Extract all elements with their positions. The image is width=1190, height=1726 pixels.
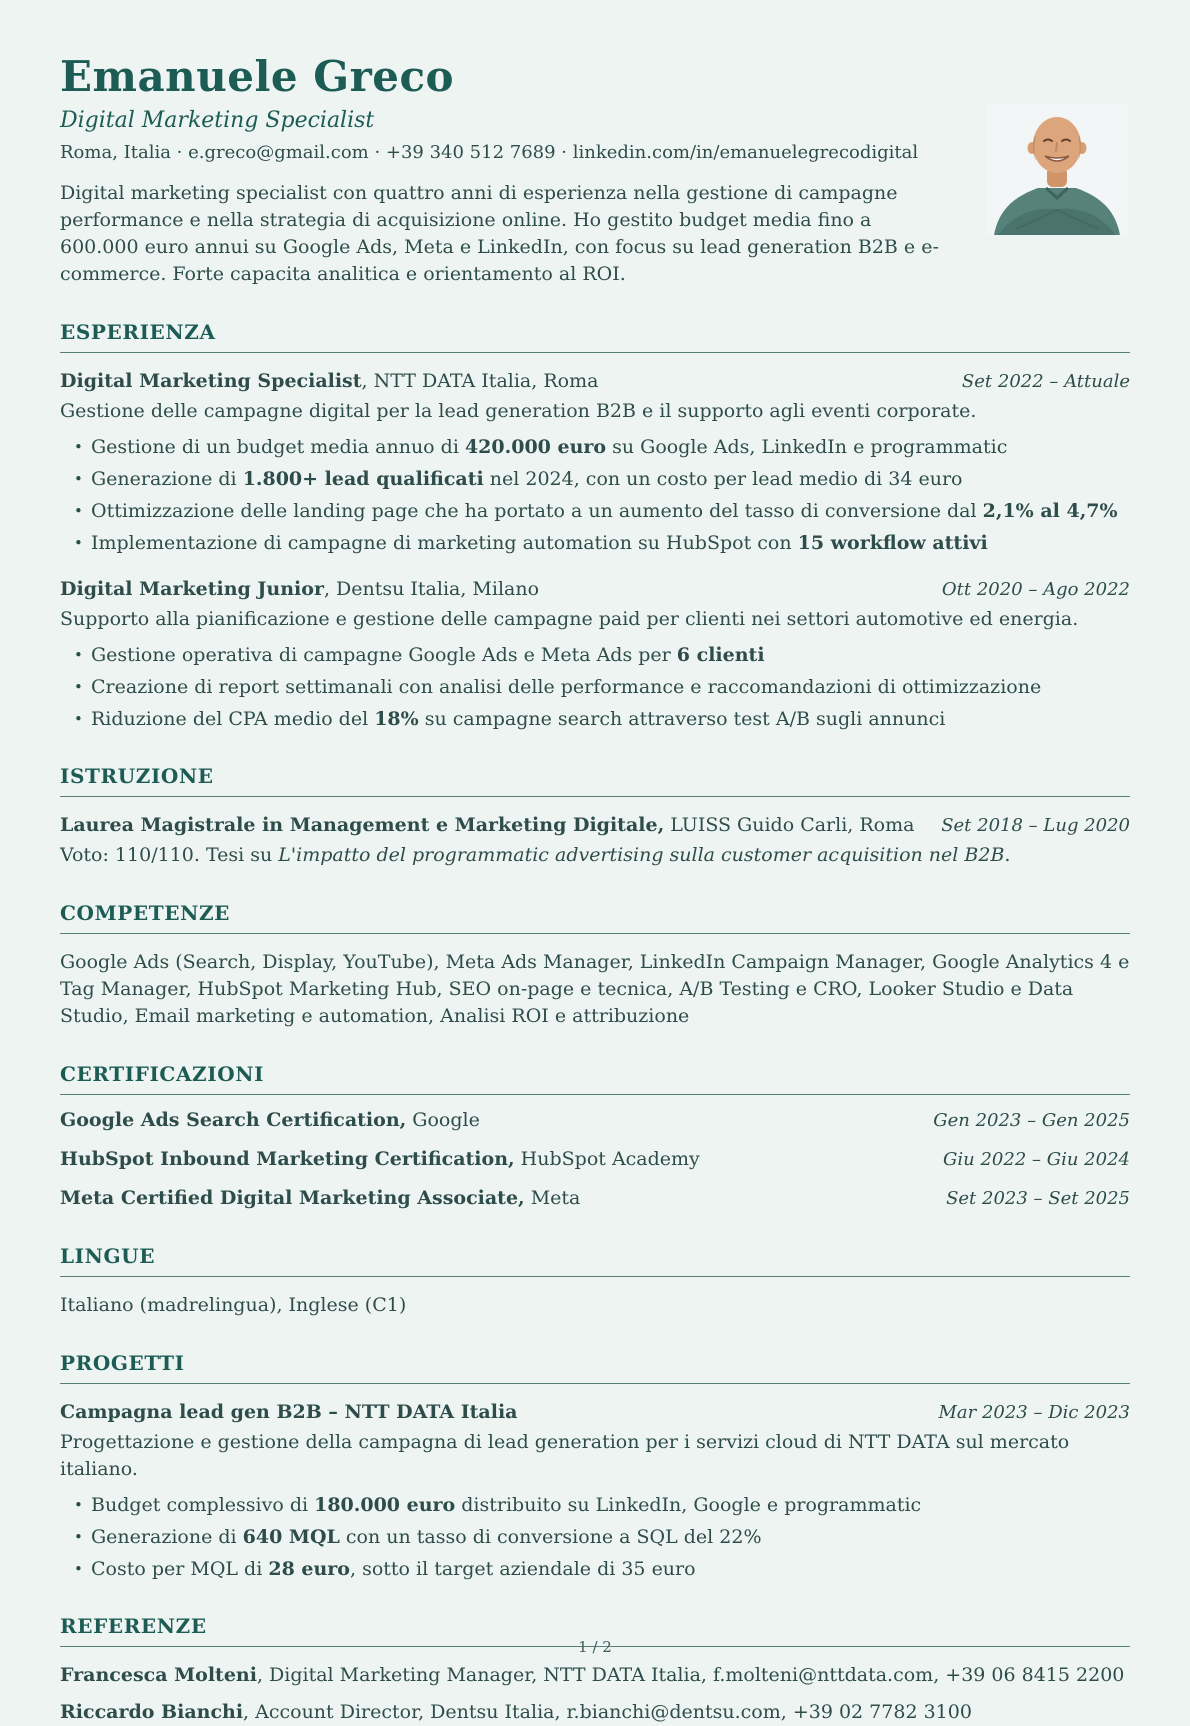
- bullet-icon: •: [74, 678, 83, 696]
- section-projects: [60, 1352, 1130, 1582]
- reference-item: Francesca Molteni, Digital Marketing Manager, NTT DATA Italia, f.molteni@nttdata.com, +39 06 8415 2200: [60, 1664, 1125, 1686]
- section-experience: [60, 321, 1130, 732]
- bullet-text: Ottimizzazione delle landing page che ha portato a un aumento del tasso di conversione dal 2,1% al 4,7%: [91, 500, 1118, 522]
- certification-item: [60, 1146, 1130, 1173]
- bullet-text: Generazione di 640 MQL con un tasso di conversione a SQL del 22%: [91, 1526, 762, 1548]
- skills-text: Google Ads (Search, Display, YouTube), Meta Ads Manager, LinkedIn Campaign Manager, Google Analytics 4 e Tag Manager, HubSpot Marketing Hub, SEO on-page e tecnica, A/B Testing e CRO, Looker Studio e Data Studio, Email marketing e automation, Analisi ROI e attribuzione: [60, 951, 1130, 1027]
- entry-title: HubSpot Inbound Marketing Certification, HubSpot Academy: [60, 1148, 700, 1170]
- bullet-icon: •: [74, 710, 83, 728]
- section-title: ISTRUZIONE: [60, 764, 214, 788]
- entry-date: Gen 2023 – Gen 2025: [933, 1110, 1130, 1131]
- section-title: ESPERIENZA: [60, 320, 216, 344]
- entry-date: Ott 2020 – Ago 2022: [941, 579, 1130, 600]
- entry-date: Set 2018 – Lug 2020: [941, 815, 1130, 836]
- header: [60, 54, 1130, 288]
- list-item: [74, 674, 1130, 700]
- entry-title: Google Ads Search Certification, Google: [60, 1109, 480, 1131]
- section-title: COMPETENZE: [60, 901, 231, 925]
- bullet-list: [60, 434, 1130, 556]
- entry-heading-row: [60, 1399, 1130, 1426]
- bullet-text: Creazione di report settimanali con analisi delle performance e raccomandazioni di ottimizzazione: [91, 676, 1042, 698]
- bullet-text: Riduzione del CPA medio del 18% su campagne search attraverso test A/B sugli annunci: [91, 708, 946, 730]
- section-languages: [60, 1245, 1130, 1319]
- page-number: 1 / 2: [578, 1638, 612, 1656]
- entry-title: Campagna lead gen B2B – NTT DATA Italia: [60, 1401, 518, 1423]
- section-skills: [60, 902, 1130, 1030]
- bullet-icon: •: [74, 646, 83, 664]
- bullet-text: Costo per MQL di 28 euro, sotto il target aziendale di 35 euro: [91, 1558, 696, 1580]
- section-divider: [60, 1276, 1130, 1277]
- summary-paragraph: Digital marketing specialist con quattro anni di esperienza nella gestione di campagne performance e nella strategia di acquisizione online. Ho gestito budget media fino a 600.000 euro annui su Google Ads, Meta e LinkedIn, con focus su lead generation B2B e e-commerce. Forte capacita analitica e orientamento al ROI.: [60, 182, 939, 285]
- job-title: Digital Marketing Specialist: [60, 108, 375, 133]
- list-item: [74, 466, 1130, 492]
- section-divider: [60, 352, 1130, 353]
- bullet-icon: •: [74, 1496, 83, 1514]
- bullet-text: Budget complessivo di 180.000 euro distribuito su LinkedIn, Google e programmatic: [91, 1494, 922, 1516]
- entry-title: Meta Certified Digital Marketing Associate, Meta: [60, 1187, 581, 1209]
- entry-date: Giu 2022 – Giu 2024: [943, 1149, 1130, 1170]
- bullet-icon: •: [74, 1560, 83, 1578]
- list-item: [74, 1492, 1130, 1518]
- section-title: CERTIFICAZIONI: [60, 1062, 265, 1086]
- bullet-list: [60, 642, 1130, 732]
- bullet-icon: •: [74, 438, 83, 456]
- list-item: [74, 642, 1130, 668]
- bullet-icon: •: [74, 502, 83, 520]
- entry-description: Gestione delle campagne digital per la lead generation B2B e il supporto agli eventi corporate.: [60, 400, 977, 422]
- project-entry: [60, 1399, 1130, 1582]
- entry-description: Voto: 110/110. Tesi su L'impatto del programmatic advertising sulla customer acquisition nel B2B.: [60, 844, 1011, 866]
- entry-heading-row: [60, 812, 1130, 839]
- entry-date: Set 2022 – Attuale: [961, 371, 1130, 392]
- list-item: [74, 530, 1130, 556]
- section-divider: [60, 1383, 1130, 1384]
- list-item: [74, 1556, 1130, 1582]
- list-item: [74, 706, 1130, 732]
- section-references: [60, 1615, 1130, 1726]
- section-divider: [60, 1094, 1130, 1095]
- certification-item: [60, 1185, 1130, 1212]
- contact-line: Roma, Italia · e.greco@gmail.com · +39 340 512 7689 · linkedin.com/in/emanuelegrecodigital: [60, 142, 919, 163]
- bullet-icon: •: [74, 534, 83, 552]
- entry-date: Mar 2023 – Dic 2023: [938, 1402, 1130, 1423]
- list-item: [74, 498, 1130, 524]
- reference-item: Riccardo Bianchi, Account Director, Dentsu Italia, r.bianchi@dentsu.com, +39 02 7782 3100: [60, 1701, 972, 1723]
- page-title: Emanuele Greco: [60, 52, 455, 101]
- section-education: [60, 765, 1130, 869]
- section-divider: [60, 796, 1130, 797]
- bullet-text: Implementazione di campagne di marketing automation su HubSpot con 15 workflow attivi: [91, 532, 988, 554]
- entry-title: Digital Marketing Junior, Dentsu Italia, Milano: [60, 578, 540, 600]
- bullet-icon: •: [74, 470, 83, 488]
- entry-title: Digital Marketing Specialist, NTT DATA Italia, Roma: [60, 370, 599, 392]
- section-title: REFERENZE: [60, 1614, 207, 1638]
- bullet-icon: •: [74, 1528, 83, 1546]
- entry-heading-row: [60, 368, 1130, 395]
- bullet-text: Generazione di 1.800+ lead qualificati nel 2024, con un costo per lead medio di 34 euro: [91, 468, 963, 490]
- entry-heading-row: [60, 576, 1130, 603]
- section-divider: [60, 933, 1130, 934]
- languages-text: Italiano (madrelingua), Inglese (C1): [60, 1294, 407, 1316]
- section-certifications: [60, 1063, 1130, 1212]
- section-title: LINGUE: [60, 1244, 156, 1268]
- experience-entry: [60, 368, 1130, 556]
- entry-description: Progettazione e gestione della campagna di lead generation per i servizi cloud di NTT DATA sul mercato italiano.: [60, 1431, 1070, 1480]
- entry-date: Set 2023 – Set 2025: [946, 1188, 1130, 1209]
- list-item: [74, 434, 1130, 460]
- experience-entry: [60, 576, 1130, 732]
- entry-description: Supporto alla pianificazione e gestione delle campagne paid per clienti nei settori automotive ed energia.: [60, 608, 1079, 630]
- profile-photo: [986, 103, 1128, 235]
- bullet-list: [60, 1492, 1130, 1582]
- education-entry: [60, 812, 1130, 869]
- bullet-text: Gestione di un budget media annuo di 420.000 euro su Google Ads, LinkedIn e programmatic: [91, 436, 1008, 458]
- certification-item: [60, 1107, 1130, 1134]
- entry-title: Laurea Magistrale in Management e Marketing Digitale, LUISS Guido Carli, Roma: [60, 814, 915, 836]
- list-item: [74, 1524, 1130, 1550]
- bullet-text: Gestione operativa di campagne Google Ads e Meta Ads per 6 clienti: [91, 644, 765, 666]
- section-title: PROGETTI: [60, 1351, 185, 1375]
